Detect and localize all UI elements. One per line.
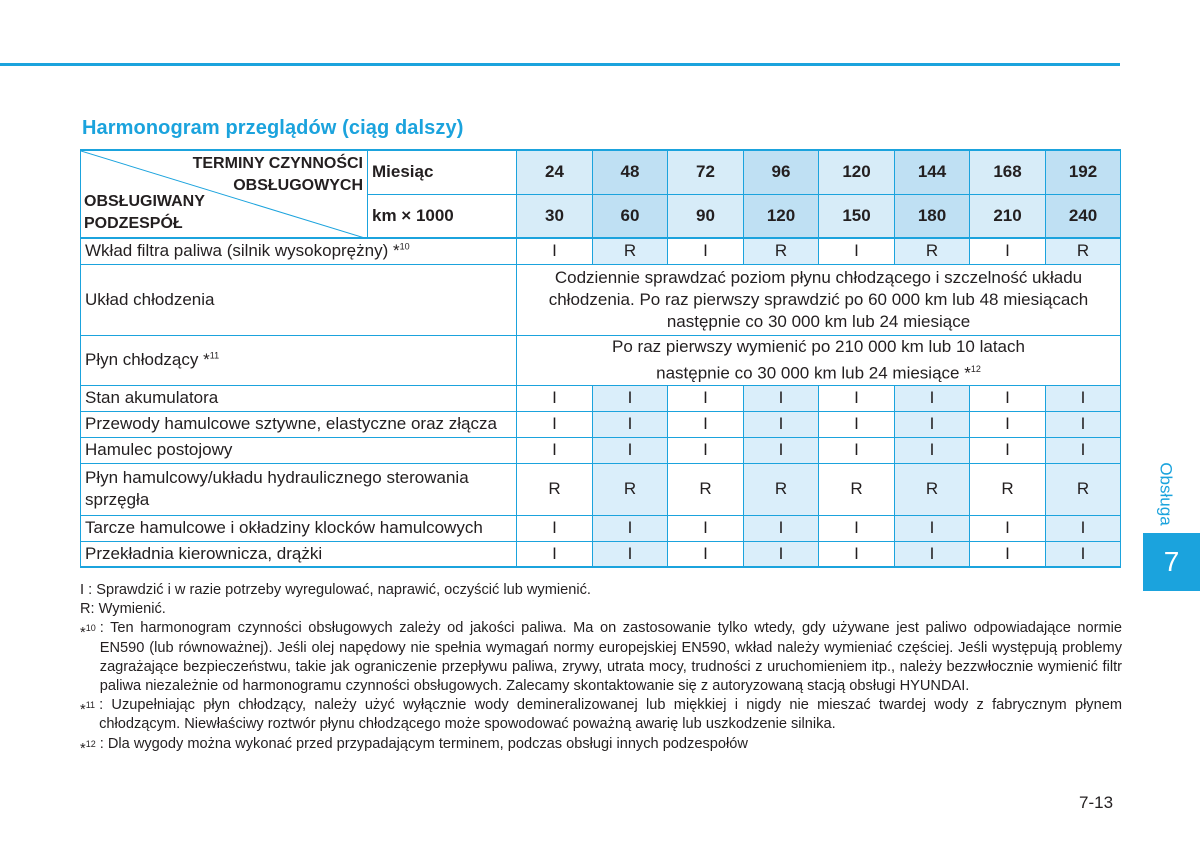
- footnote-10: [80, 619, 1122, 696]
- month-cell: 24: [517, 150, 593, 194]
- footnote-number: 10: [85, 623, 96, 634]
- row-label: Przekładnia kierownicza, drążki: [81, 541, 517, 567]
- corner-bottom-line1: OBSŁUGIWANY: [84, 193, 205, 210]
- footnote-star: *: [80, 702, 86, 719]
- table-row: [81, 264, 1121, 335]
- value-cell: I: [593, 385, 668, 411]
- value-cell: R: [668, 463, 744, 515]
- chapter-side-label-text: Obsługa: [1157, 462, 1177, 526]
- top-rule: [0, 63, 1120, 66]
- value-cell: I: [744, 515, 819, 541]
- span-note-line: następnie co 30 000 km lub 24 miesiące: [666, 311, 971, 331]
- footnote-ref: 12: [970, 363, 981, 374]
- value-cell: I: [668, 515, 744, 541]
- unit-km-label: km × 1000: [368, 194, 517, 238]
- value-cell: R: [593, 238, 668, 264]
- footnote-key: [80, 696, 99, 734]
- km-cell: 30: [517, 194, 593, 238]
- row-label: Przewody hamulcowe sztywne, elastyczne oraz złącza: [81, 411, 517, 437]
- value-cell: I: [668, 541, 744, 567]
- table-row: [81, 541, 1121, 567]
- value-cell: I: [819, 411, 895, 437]
- km-cell: 90: [668, 194, 744, 238]
- month-cell: 120: [819, 150, 895, 194]
- page-number: 7-13: [1079, 793, 1114, 812]
- value-cell: I: [593, 515, 668, 541]
- km-cell: 60: [593, 194, 668, 238]
- km-cell: 120: [744, 194, 819, 238]
- value-cell: I: [744, 411, 819, 437]
- table-row: [81, 437, 1121, 463]
- value-cell: I: [517, 437, 593, 463]
- footnote-ref: 11: [209, 350, 220, 361]
- span-note-line: [521, 358, 1116, 385]
- footnote-text: : Uzupełniając płyn chłodzący, należy użyć wyłącznie wody demineralizowanej lub miękkiej i nigdy nie mieszać twardej wody z fabrycznym płynem chłodzącym. Niewłaściwy roztwór płynu chłodzącego może spowodować poważną awarię lub uszkodzenie silnika.: [99, 697, 1122, 733]
- footnote-11: [80, 696, 1122, 734]
- value-cell: I: [970, 437, 1046, 463]
- value-cell: I: [819, 437, 895, 463]
- value-cell: I: [1046, 515, 1121, 541]
- value-cell: I: [970, 515, 1046, 541]
- km-cell: 180: [895, 194, 970, 238]
- footnote-text: : Ten harmonogram czynności obsługowych zależy od jakości paliwa. Ma on zastosowanie tylko wtedy, gdy używane jest paliwo odpowiadające normie EN590 (lub równoważnej). Jeśli olej napędowy nie spełnia wymagań normy europejskiej EN590, wkład należy wymieniać częściej. Jeśli występują problemy zagrażające bezpieczeństwu, takie jak ograniczenie przepływu paliwa, zrywy, utrata mocy, trudności z uruchomieniem itp., należy bezzwłocznie wymienić filtr paliwa niezależnie od harmonogramu czynności obsługowych. Zalecamy skontaktowanie się z autoryzowaną stacją obsługi HYUNDAI.: [99, 620, 1122, 695]
- value-cell: I: [668, 437, 744, 463]
- value-cell: I: [593, 541, 668, 567]
- km-cell: 240: [1046, 194, 1121, 238]
- value-cell: R: [819, 463, 895, 515]
- value-cell: R: [895, 238, 970, 264]
- row-label-text: Wkład filtra paliwa (silnik wysokoprężny) *: [85, 241, 400, 261]
- value-cell: I: [517, 515, 593, 541]
- month-cell: 192: [1046, 150, 1121, 194]
- footnote-key: [80, 619, 100, 696]
- value-cell: I: [819, 541, 895, 567]
- value-cell: I: [1046, 411, 1121, 437]
- value-cell: I: [819, 515, 895, 541]
- row-label: [81, 463, 517, 515]
- value-cell: R: [895, 463, 970, 515]
- value-cell: I: [819, 238, 895, 264]
- value-cell: R: [1046, 463, 1121, 515]
- table-row: [81, 238, 1121, 264]
- value-cell: I: [895, 541, 970, 567]
- table-row: [81, 515, 1121, 541]
- corner-bottom-label: [84, 191, 205, 235]
- legend-r: R: Wymienić.: [80, 601, 166, 618]
- value-cell: I: [970, 385, 1046, 411]
- value-cell: I: [517, 238, 593, 264]
- footnote-12: [80, 735, 1122, 759]
- value-cell: I: [895, 411, 970, 437]
- value-cell: I: [744, 541, 819, 567]
- row-label: Hamulec postojowy: [81, 437, 517, 463]
- value-cell: R: [593, 463, 668, 515]
- footnotes: [80, 581, 1122, 759]
- unit-month-label: Miesiąc: [368, 150, 517, 194]
- footnote-number: 12: [85, 738, 96, 749]
- month-cell: 96: [744, 150, 819, 194]
- row-label-text: Płyn chłodzący *: [85, 350, 210, 369]
- value-cell: R: [517, 463, 593, 515]
- value-cell: I: [970, 411, 1046, 437]
- value-cell: I: [895, 385, 970, 411]
- span-note-line: Codziennie sprawdzać poziom płynu chłodzącego i szczelność układu: [554, 267, 1083, 287]
- maintenance-schedule-table: [80, 149, 1121, 568]
- km-cell: 150: [819, 194, 895, 238]
- table-row: [81, 411, 1121, 437]
- row-label-line: Płyn hamulcowy/układu hydraulicznego sterowania: [85, 468, 469, 487]
- table-corner-header: [81, 150, 368, 238]
- table-row: [81, 385, 1121, 411]
- row-label: Stan akumulatora: [81, 385, 517, 411]
- value-cell: R: [970, 463, 1046, 515]
- month-cell: 48: [593, 150, 668, 194]
- corner-top-line2: OBSŁUGOWYCH: [233, 177, 363, 194]
- corner-top-line1: TERMINY CZYNNOŚCI: [192, 155, 363, 172]
- month-cell: 72: [668, 150, 744, 194]
- value-cell: I: [593, 411, 668, 437]
- value-cell: R: [744, 238, 819, 264]
- value-cell: I: [970, 541, 1046, 567]
- month-cell: 168: [970, 150, 1046, 194]
- value-cell: I: [1046, 437, 1121, 463]
- corner-top-label: [193, 153, 363, 197]
- value-cell: I: [668, 385, 744, 411]
- value-cell: I: [668, 238, 744, 264]
- value-cell: I: [744, 385, 819, 411]
- value-cell: I: [895, 437, 970, 463]
- value-cell: I: [895, 515, 970, 541]
- value-cell: I: [668, 411, 744, 437]
- span-note-text: następnie co 30 000 km lub 24 miesiące *: [656, 363, 971, 383]
- footnote-ref: 10: [399, 241, 410, 252]
- table-row: [81, 463, 1121, 515]
- km-cell: 210: [970, 194, 1046, 238]
- value-cell: I: [970, 238, 1046, 264]
- footnote-number: 11: [85, 700, 96, 711]
- row-label: [81, 335, 517, 385]
- value-cell: I: [517, 385, 593, 411]
- value-cell: I: [744, 437, 819, 463]
- chapter-side-label: [1148, 455, 1184, 533]
- table-row: [81, 335, 1121, 385]
- value-cell: I: [593, 437, 668, 463]
- footnote-key: [80, 735, 100, 759]
- section-title: Harmonogram przeglądów (ciąg dalszy): [82, 117, 464, 139]
- span-note-line: chłodzenia. Po raz pierwszy sprawdzić po 60 000 km lub 48 miesiącach: [548, 289, 1089, 309]
- row-label-line: sprzęgła: [85, 490, 150, 509]
- value-cell: I: [517, 541, 593, 567]
- row-label: Układ chłodzenia: [81, 264, 517, 335]
- value-cell: I: [819, 385, 895, 411]
- footnote-star: *: [80, 740, 86, 757]
- span-note-cell: [517, 335, 1121, 385]
- footnote-star: *: [80, 625, 86, 642]
- chapter-tab: 7: [1143, 533, 1200, 591]
- value-cell: R: [1046, 238, 1121, 264]
- value-cell: I: [1046, 541, 1121, 567]
- legend-i: I : Sprawdzić i w razie potrzeby wyregulować, naprawić, oczyścić lub wymienić.: [80, 582, 591, 598]
- month-cell: 144: [895, 150, 970, 194]
- footnote-text: : Dla wygody można wykonać przed przypadającym terminem, podczas obsługi innych podzespołów: [99, 735, 748, 752]
- value-cell: I: [517, 411, 593, 437]
- value-cell: I: [1046, 385, 1121, 411]
- span-note-line: Po raz pierwszy wymienić po 210 000 km lub 10 latach: [612, 336, 1025, 356]
- row-label: Tarcze hamulcowe i okładziny klocków hamulcowych: [81, 515, 517, 541]
- corner-bottom-line2: PODZESPÓŁ: [84, 215, 183, 232]
- value-cell: R: [744, 463, 819, 515]
- row-label: [81, 238, 517, 264]
- span-note-cell: [517, 264, 1121, 335]
